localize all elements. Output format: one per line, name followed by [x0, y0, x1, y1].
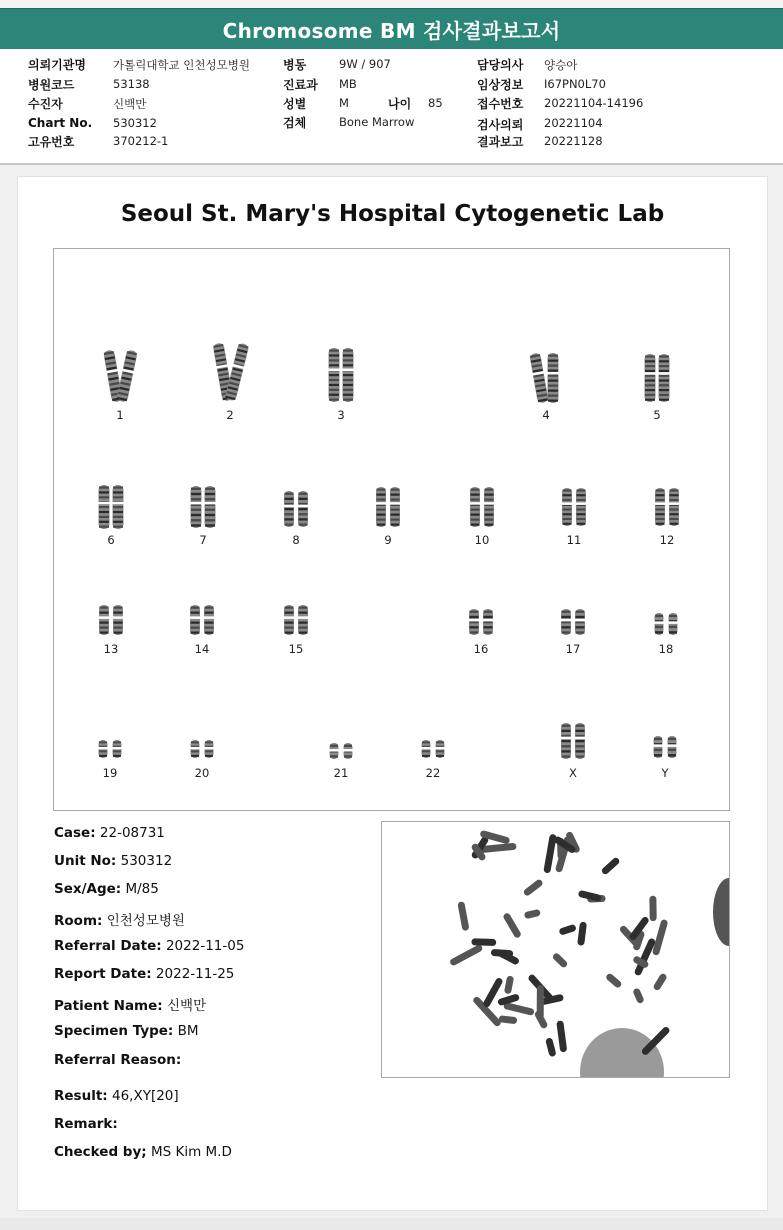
info-value: 85 — [428, 96, 443, 110]
chromosome-pair — [329, 743, 353, 759]
checked-by-field — [54, 1144, 232, 1160]
nucleus-edge-shape — [713, 878, 729, 946]
chromosome-pair — [376, 487, 401, 527]
field-value: 2022-11-05 — [165, 938, 245, 954]
field-value: BM — [177, 1023, 199, 1039]
field-value: 530312 — [120, 853, 173, 869]
chromosome-pair — [103, 349, 139, 402]
metaphase-chromosome — [522, 878, 543, 897]
field-value: 22-08731 — [99, 825, 165, 841]
metaphase-chromosome — [605, 972, 623, 989]
metaphase-chromosome — [545, 1037, 557, 1057]
metaphase-chromosome — [471, 938, 496, 946]
info-value: 53138 — [113, 77, 150, 91]
field-label: Patient Name: — [54, 998, 163, 1014]
bottom-strip — [0, 1218, 783, 1230]
chromosome-pair — [190, 605, 215, 635]
info-label: 진료과 — [283, 78, 318, 92]
chromosome-pair — [529, 352, 559, 403]
chromosome-pair — [469, 609, 494, 635]
report-header — [0, 8, 783, 50]
chromosome-pair — [284, 605, 309, 635]
info-label: 병동 — [283, 58, 307, 72]
metaphase-chromosome — [652, 972, 667, 991]
metaphase-chromosome — [649, 896, 656, 921]
info-label: 검체 — [283, 116, 307, 130]
chromosome-pair — [562, 488, 587, 526]
metaphase-chromosome — [577, 921, 587, 945]
room-field — [54, 909, 185, 929]
field-label: Report Date: — [54, 966, 152, 982]
metaphase-chromosome — [503, 1002, 535, 1016]
chromosome-label: Y — [661, 766, 669, 780]
field-value: M/85 — [125, 881, 159, 897]
metaphase-chromosome — [556, 1020, 567, 1052]
metaphase-chromosome — [600, 856, 620, 875]
metaphase-chromosome — [632, 987, 645, 1004]
field-value: 인천성모병원 — [106, 913, 185, 929]
chromosome-pair — [99, 605, 124, 635]
chromosome-label: 11 — [566, 533, 582, 547]
info-value: 370212-1 — [113, 134, 169, 148]
info-value: 9W / 907 — [339, 57, 391, 71]
chromosome-pair — [653, 736, 677, 758]
info-label: 나이 — [388, 97, 412, 111]
chromosome-pair — [655, 488, 680, 526]
chromosome-pair — [212, 342, 250, 401]
info-value: 20221104 — [544, 116, 603, 130]
patient-info-panel — [0, 49, 783, 165]
chromosome-label: 15 — [288, 642, 304, 656]
field-label: Unit No: — [54, 853, 117, 869]
chromosome-label: 17 — [565, 642, 581, 656]
chromosome-label: 5 — [653, 408, 661, 422]
chromosome-pair — [644, 354, 670, 402]
info-value: Bone Marrow — [339, 115, 415, 129]
metaphase-chromosome — [449, 944, 484, 967]
metaphase-chromosome — [491, 949, 514, 957]
chromosome-pair — [561, 723, 586, 759]
info-label: Chart No. — [28, 116, 93, 130]
chromosome-label: X — [569, 766, 577, 780]
chromosome-pair — [328, 348, 354, 402]
info-value: M — [339, 96, 349, 110]
field-label: Sex/Age: — [54, 881, 122, 897]
chromosome-pair — [190, 486, 216, 528]
chromosome-label: 3 — [337, 408, 345, 422]
case-field — [54, 825, 165, 841]
info-label: 검사의뢰 — [477, 118, 524, 132]
result-field — [54, 1088, 179, 1104]
info-value: 가톨릭대학교 인천성모병원 — [113, 58, 250, 72]
info-label: 성별 — [283, 97, 307, 111]
chromosome-pair — [190, 740, 214, 758]
info-value: 20221128 — [544, 134, 603, 148]
chromosome-label: 16 — [473, 642, 489, 656]
metaphase-chromosome — [502, 912, 522, 939]
info-value: 530312 — [113, 116, 157, 130]
chromosome-label: 18 — [658, 642, 674, 656]
chromosome-pair — [654, 613, 678, 635]
metaphase-chromosome — [457, 901, 469, 931]
report-title: Chromosome BM 검사결과보고서 — [222, 18, 561, 43]
field-label: Specimen Type: — [54, 1023, 174, 1039]
top-strip — [0, 0, 783, 8]
info-value: 신백만 — [113, 97, 147, 111]
info-label: 결과보고 — [477, 135, 524, 149]
info-value: I67PN0L70 — [544, 77, 606, 91]
metaphase-chromosome — [524, 909, 541, 920]
field-label: Case: — [54, 825, 96, 841]
metaphase-chromosome — [558, 924, 576, 936]
field-value: 46,XY[20] — [111, 1088, 179, 1104]
field-label: Remark: — [54, 1116, 118, 1132]
chromosome-label: 9 — [384, 533, 392, 547]
chromosome-label: 13 — [103, 642, 119, 656]
sex-age-field — [54, 881, 159, 897]
lab-title: Seoul St. Mary's Hospital Cytogenetic Lab — [120, 201, 665, 227]
info-label: 의뢰기관명 — [28, 58, 86, 72]
field-label: Result: — [54, 1088, 108, 1104]
chromosome-label: 4 — [542, 408, 550, 422]
metaphase-chromosome — [652, 919, 669, 956]
field-value: 신백만 — [166, 998, 207, 1014]
chromosome-label: 22 — [425, 766, 441, 780]
chromosome-label: 8 — [292, 533, 300, 547]
field-value: 2022-11-25 — [155, 966, 235, 982]
info-value: MB — [339, 77, 357, 91]
field-value: MS Kim M.D — [150, 1144, 232, 1160]
chromosome-label: 19 — [102, 766, 118, 780]
chromosome-pair — [561, 609, 586, 635]
chromosome-pair — [98, 485, 124, 529]
chromosome-label: 14 — [194, 642, 210, 656]
metaphase-chromosome — [504, 975, 514, 994]
info-label: 임상정보 — [477, 78, 524, 92]
metaphase-image-panel — [381, 821, 730, 1078]
chromosome-label: 20 — [194, 766, 210, 780]
unit-field — [54, 853, 172, 869]
chromosome-label: 12 — [659, 533, 675, 547]
info-label: 고유번호 — [28, 135, 75, 149]
info-value: 20221104-14196 — [544, 96, 644, 110]
remark-field — [54, 1116, 118, 1132]
nucleus-shape — [580, 1028, 664, 1077]
field-label: Referral Date: — [54, 938, 162, 954]
metaphase-chromosome — [552, 952, 569, 969]
chromosome-label: 6 — [107, 533, 115, 547]
field-label: Referral Reason: — [54, 1052, 182, 1068]
info-label: 담당의사 — [477, 58, 524, 72]
chromosome-label: 7 — [199, 533, 207, 547]
metaphase-spread-image — [382, 822, 729, 1077]
field-label: Checked by; — [54, 1144, 147, 1160]
chromosome-pair — [284, 491, 309, 527]
karyogram-image — [54, 249, 729, 810]
chromosome-pair — [470, 487, 495, 527]
info-value: 양승아 — [544, 58, 578, 72]
referral-date-field — [54, 938, 244, 954]
specimen-type-field — [54, 1023, 199, 1039]
metaphase-chromosome — [534, 1010, 549, 1030]
karyotype-report-card — [17, 176, 768, 1211]
info-label: 접수번호 — [477, 97, 524, 111]
chromosome-label: 10 — [474, 533, 490, 547]
field-label: Room: — [54, 913, 103, 929]
chromosome-pair — [421, 740, 445, 758]
info-label: 병원코드 — [28, 78, 75, 92]
metaphase-chromosome — [498, 1015, 517, 1024]
patient-name-field — [54, 994, 206, 1014]
report-date-field — [54, 966, 234, 982]
chromosome-pair — [98, 740, 122, 758]
info-label: 수진자 — [28, 97, 63, 111]
chromosome-label: 2 — [226, 408, 234, 422]
karyogram-panel — [53, 248, 730, 811]
chromosome-label: 21 — [333, 766, 349, 780]
chromosome-label: 1 — [116, 408, 124, 422]
referral-reason-field — [54, 1052, 181, 1068]
